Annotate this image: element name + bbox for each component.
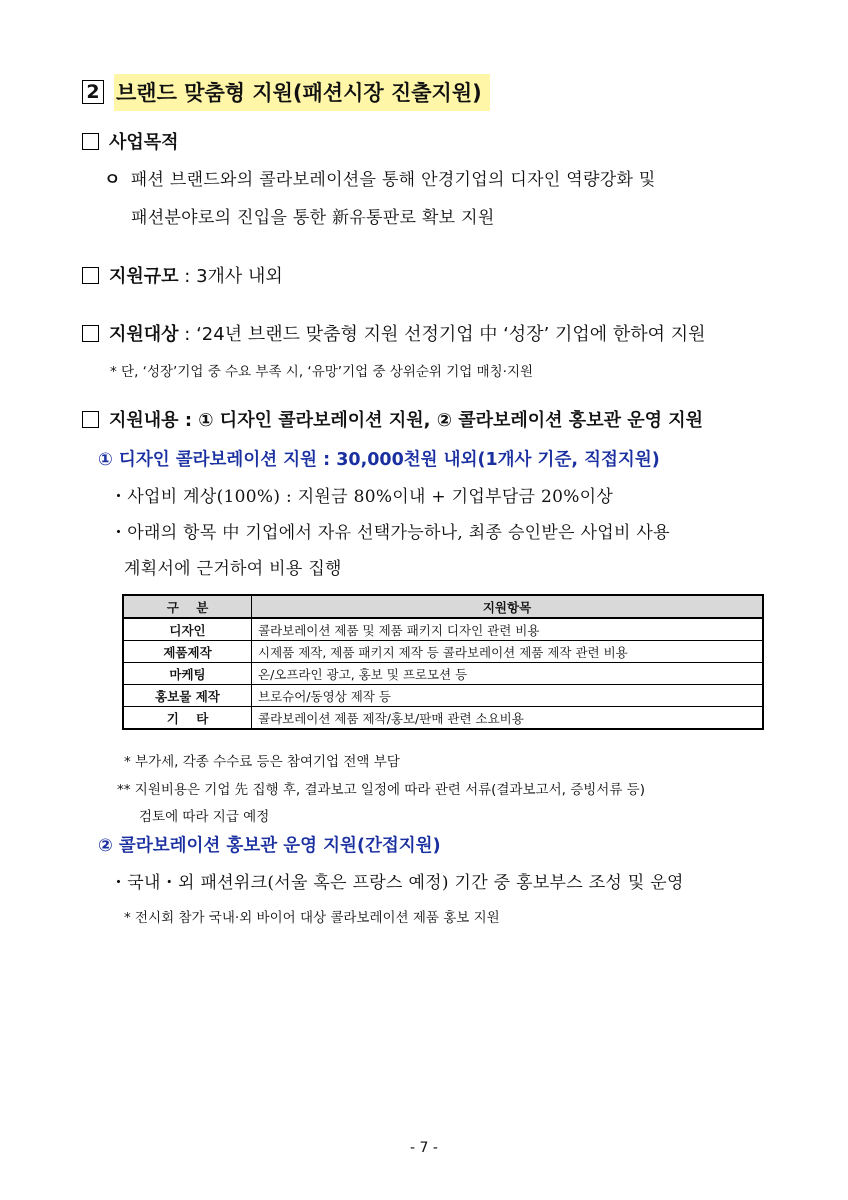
table-note-1: * 부가세, 각종 수수료 등은 참여기업 전액 부담 <box>124 754 400 770</box>
table-note-2-line-2: 검토에 따라 지급 예정 <box>139 809 270 825</box>
table-row <box>123 663 763 685</box>
content-value: : ① 디자인 콜라보레이션 지원, ② 콜라보레이션 홍보관 운영 지원 <box>178 410 704 431</box>
table-row <box>123 618 763 641</box>
purpose-heading <box>82 128 179 154</box>
section-number-box: 2 <box>82 80 104 104</box>
target-value: : ‘24년 브랜드 맞춤형 지원 선정기업 中 ‘성장’ 기업에 한하여 지원 <box>178 324 706 345</box>
sub1-bullet-1: ・사업비 계상(100%) : 지원금 80%이내 + 기업부담금 20%이상 <box>110 487 614 507</box>
scale-label: 지원규모 <box>109 266 179 287</box>
section-title-text: 브랜드 맞춤형 지원(패션시장 진출지원) <box>114 74 490 111</box>
sub2-note: * 전시회 참가 국내·외 바이어 대상 콜라보레이션 제품 홍보 지원 <box>124 910 500 926</box>
table-cell-category: 마케팅 <box>123 663 252 685</box>
section-title <box>82 76 490 108</box>
sub1-bullet-2-line-1: ・아래의 항목 中 기업에서 자유 선택가능하나, 최종 승인받은 사업비 사용 <box>110 523 670 543</box>
table-cell-item: 콜라보레이션 제품 및 제품 패키지 디자인 관련 비용 <box>252 618 764 641</box>
checkbox-square-icon <box>82 325 99 342</box>
purpose-label: 사업목적 <box>109 132 179 153</box>
purpose-text-1: 패션 브랜드와의 콜라보레이션을 통해 안경기업의 디자인 역량강화 및 <box>130 170 656 190</box>
content-heading <box>82 406 703 432</box>
table-cell-item: 콜라보레이션 제품 제작/홍보/판매 관련 소요비용 <box>252 707 764 730</box>
sub2-title: ② 콜라보레이션 홍보관 운영 지원(간접지원) <box>98 836 441 856</box>
sub2-bullet-1: ・국내・외 패션위크(서울 혹은 프랑스 예정) 기간 중 홍보부스 조성 및 운영 <box>110 873 684 893</box>
table-cell-item: 온/오프라인 광고, 홍보 및 프로모션 등 <box>252 663 764 685</box>
page-number: - 7 - <box>410 1140 438 1156</box>
support-items-table <box>122 594 764 730</box>
bullet-o: ㅇ <box>104 170 121 190</box>
table-note-2-line-1: ** 지원비용은 기업 先 집행 후, 결과보고 일정에 따라 관련 서류(결과보고서, 증빙서류 등) <box>117 782 645 798</box>
target-note: * 단, ‘성장’기업 중 수요 부족 시, ‘유망’기업 중 상위순위 기업 매칭·지원 <box>110 364 534 380</box>
content-label: 지원내용 <box>109 410 179 431</box>
table-cell-category: 기 타 <box>123 707 252 730</box>
scale-heading <box>82 262 283 288</box>
table-row <box>123 707 763 730</box>
table-cell-category: 제품제작 <box>123 641 252 663</box>
target-label: 지원대상 <box>109 324 179 345</box>
checkbox-square-icon <box>82 411 99 428</box>
table-cell-item: 브로슈어/동영상 제작 등 <box>252 685 764 707</box>
table-cell-item: 시제품 제작, 제품 패키지 제작 등 콜라보레이션 제품 제작 관련 비용 <box>252 641 764 663</box>
target-heading <box>82 320 706 346</box>
purpose-line-2: 패션분야로의 진입을 통한 新유통판로 확보 지원 <box>131 208 495 228</box>
scale-value: : 3개사 내외 <box>178 266 283 287</box>
table-row <box>123 685 763 707</box>
sub1-bullet-2-line-2: 계획서에 근거하여 비용 집행 <box>124 559 342 579</box>
table-header-items: 지원항목 <box>252 595 764 618</box>
table-row <box>123 641 763 663</box>
table-cell-category: 디자인 <box>123 618 252 641</box>
checkbox-square-icon <box>82 267 99 284</box>
purpose-line-1 <box>104 165 656 190</box>
table-header-category: 구 분 <box>123 595 252 618</box>
table-header-row <box>123 595 763 618</box>
table-cell-category: 홍보물 제작 <box>123 685 252 707</box>
sub1-title: ① 디자인 콜라보레이션 지원 : 30,000천원 내외(1개사 기준, 직접지원) <box>98 450 660 470</box>
checkbox-square-icon <box>82 133 99 150</box>
